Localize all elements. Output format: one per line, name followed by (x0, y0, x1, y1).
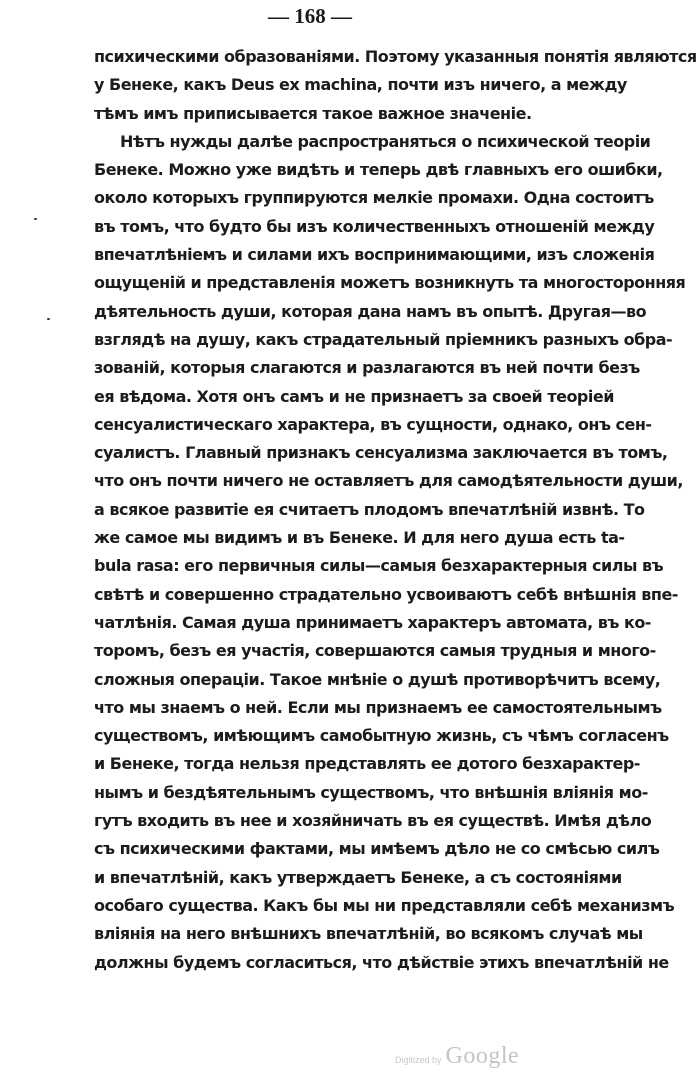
text-line: сложныя операціи. Такое мнѣніе о душѣ противорѣчитъ всему, (94, 669, 661, 689)
text-line: у Бенеке, какъ Deus ex machina, почти изъ ничего, а между (94, 75, 627, 95)
text-line: впечатлѣніемъ и силами ихъ воспринимающими, изъ сложенія (94, 245, 655, 265)
margin-speck (34, 218, 37, 220)
text-line: торомъ, безъ ея участія, совершаются самыя трудныя и много- (94, 641, 656, 661)
text-line: что онъ почти ничего не оставляетъ для самодѣятельности души, (94, 471, 683, 491)
text-line: Бенеке. Можно уже видѣть и теперь двѣ главныхъ его ошибки, (94, 160, 663, 180)
text-line: существомъ, имѣющимъ самобытную жизнь, съ чѣмъ согласенъ (94, 726, 669, 746)
text-line: ея вѣдома. Хотя онъ самъ и не признаетъ за своей теоріей (94, 386, 614, 406)
text-line: въ томъ, что будто бы изъ количественныхъ отношеній между (94, 216, 655, 236)
text-line: гутъ входить въ нее и хозяйничать въ ея существѣ. Имѣя дѣло (94, 811, 652, 831)
text-line: ощущеній и представленія можетъ возникнуть та многосторонняя (94, 273, 686, 293)
text-line: дѣятельность души, которая дана намъ въ опытѣ. Другая—во (94, 301, 647, 321)
text-line: и Бенеке, тогда нельзя представлять ее дотого безхарактер- (94, 754, 640, 774)
text-line: должны будемъ согласиться, что дѣйствіе этихъ впечатлѣній не (94, 952, 669, 972)
text-line: же самое мы видимъ и въ Бенеке. И для него душа есть ta- (94, 528, 625, 548)
text-line: свѣтѣ и совершенно страдательно усвоиваютъ себѣ внѣшнія впе- (94, 584, 678, 604)
text-line: особаго существа. Какъ бы мы ни представляли себѣ механизмъ (94, 895, 675, 915)
text-line: чатлѣнія. Самая душа принимаетъ характеръ автомата, въ ко- (94, 612, 651, 632)
text-line: а всякое развитіе ея считаетъ плодомъ впечатлѣній извнѣ. То (94, 499, 645, 519)
text-line: что мы знаемъ о ней. Если мы признаемъ ее самостоятельнымъ (94, 697, 662, 717)
text-line: и впечатлѣній, какъ утверждаетъ Бенеке, а съ состояніями (94, 867, 622, 887)
text-line: тѣмъ имъ приписывается такое важное значеніе. (94, 103, 532, 123)
text-line: психическими образованіями. Поэтому указанныя понятія являются (94, 47, 697, 66)
text-line: bula rasa: его первичныя силы—самыя безхарактерныя силы въ (94, 556, 664, 576)
text-line: вліянія на него внѣшнихъ впечатлѣній, во всякомъ случаѣ мы (94, 924, 643, 944)
body-text (94, 43, 697, 977)
text-line: съ психическими фактами, мы имѣемъ дѣло не со смѣсью силъ (94, 839, 660, 859)
text-line: нымъ и бездѣятельнымъ существомъ, что внѣшнія вліянія мо- (94, 782, 648, 802)
text-line: около которыхъ группируются мелкіе промахи. Одна состоитъ (94, 188, 654, 208)
text-line: зованій, которыя слагаются и разлагаются въ ней почти безъ (94, 358, 640, 378)
text-line: Нѣтъ нужды далѣе распространяться о психической теоріи (120, 131, 651, 151)
google-logo: Google (445, 1043, 520, 1069)
page-number: — 168 — (268, 4, 352, 28)
margin-speck (47, 318, 50, 320)
text-line: сенсуалистическаго характера, въ сущности, однако, онъ сен- (94, 414, 652, 434)
text-line: взглядѣ на душу, какъ страдательный пріемникъ разныхъ обра- (94, 329, 673, 349)
text-line: суалистъ. Главный признакъ сенсуализма заключается въ томъ, (94, 443, 668, 463)
watermark-prefix: Digitized by (395, 1055, 442, 1065)
digitized-by-google-watermark (395, 1043, 519, 1070)
